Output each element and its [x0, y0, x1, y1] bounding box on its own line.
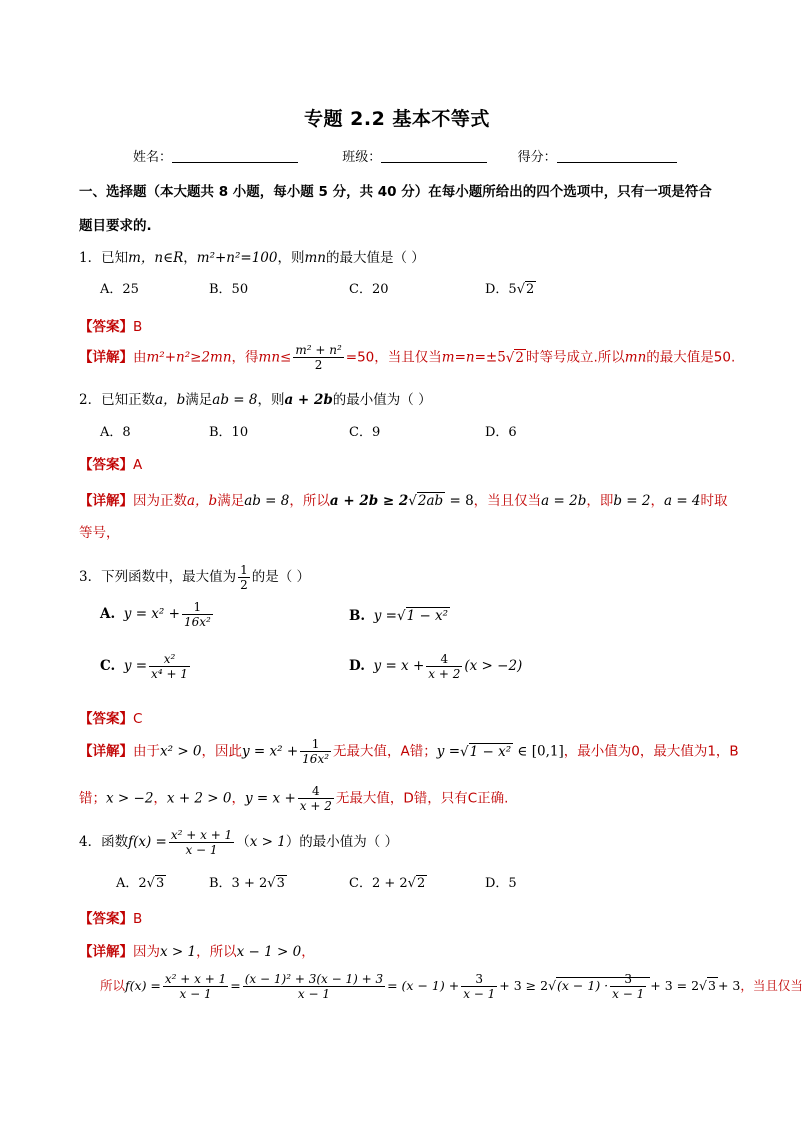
q1-stem: [79, 246, 425, 266]
q1-stem-text: 1．已知: [79, 250, 129, 266]
q1-d8: 时等号成立.所以: [526, 349, 625, 366]
q4-option-c-sqrt: √2: [407, 876, 426, 891]
q2-d2: a，b: [187, 493, 218, 509]
class-label: 班级：: [342, 150, 382, 165]
q3-option-a: [100, 600, 215, 629]
q1-d4: mn≤: [258, 349, 292, 366]
q4-l2-eq1: =: [230, 978, 241, 993]
q1-vars: m，n: [128, 250, 164, 266]
q4-d1: 因为: [133, 944, 160, 960]
q1-in: ∈: [163, 250, 174, 266]
q3-s1: 3．下列函数中，最大值为: [79, 569, 237, 585]
q1-d7-sqrt: √2: [505, 349, 524, 366]
q1-d6: m=n=±: [441, 349, 498, 366]
q1-d10: 的最大值是50.: [646, 349, 736, 366]
q4-s3: （: [236, 834, 250, 850]
q4-s5: ）的最小值为（ ）: [285, 834, 399, 850]
q1-d1: 由: [133, 349, 147, 366]
q3-d14-den: x + 2: [299, 799, 332, 813]
q4-l2-frac2: [243, 972, 385, 1001]
q4-option-a-text: A．2: [116, 876, 147, 891]
q2-d1: 因为正数: [133, 493, 187, 509]
q4-l2-frac3: [461, 972, 497, 1001]
q4-stem-den: x − 1: [185, 843, 218, 857]
q3-d4-den: 16x²: [302, 752, 330, 766]
q3-d10: x > −2: [106, 790, 154, 807]
q4-l2-sqrt: √(x − 1) · $\frac{3}{x - 1}$: [548, 972, 650, 1001]
q3-d4-num: 1: [300, 737, 331, 752]
q2-s3: 满足: [185, 392, 213, 408]
q3-d4-frac: [300, 737, 331, 766]
q3-d12: x + 2 > 0: [166, 790, 232, 807]
q3-option-b-sqrt: √1 − x²: [396, 608, 449, 624]
q3-option-b: [349, 608, 450, 624]
q2-d3: 满足: [217, 493, 245, 509]
page-title: 专题 2.2 基本不等式: [304, 108, 490, 130]
q3-option-c-den: x⁴ + 1: [151, 667, 188, 681]
q4-l2-n1: x² + x + 1: [164, 972, 227, 986]
q4-l2-d3: x − 1: [463, 987, 496, 1001]
q2-d13: a = 4: [663, 493, 701, 509]
q4-stem: [79, 828, 398, 857]
q4-option-b: [209, 872, 287, 891]
q4-l2-rad-n: 3: [610, 972, 646, 987]
q2-detail-tag: 【详解】: [79, 493, 133, 509]
q3-option-b-expr: y =: [373, 608, 397, 624]
q1-detail-tag: 【详解】: [79, 349, 133, 366]
q1-d5: =50，当且仅当: [345, 349, 442, 366]
q4-l2-rad-d: x − 1: [612, 987, 645, 1001]
q1-answer-tag: 【答案】: [79, 319, 133, 335]
q3-d2: x² > 0: [160, 743, 202, 760]
class-blank: [381, 149, 487, 163]
q1-eq: m²+n²=100: [196, 250, 278, 266]
q4-option-c-text: C．2 + 2: [349, 876, 408, 891]
q3-answer-value: C: [133, 711, 143, 727]
q4-l2-sqrt3: √3: [699, 978, 716, 993]
q2-s5: ，则: [257, 392, 285, 408]
q4-option-a: [116, 872, 166, 891]
q2-answer-tag: 【答案】: [79, 457, 133, 473]
q3-frac: [238, 563, 250, 592]
q4-l2-eq5: + 3: [717, 978, 741, 993]
q3-option-c-frac: [149, 652, 190, 681]
name-label: 姓名：: [133, 150, 173, 165]
q2-option-c: C．9: [349, 425, 381, 440]
q1-option-d-rad: 2: [526, 282, 535, 297]
q2-d5: ，所以: [289, 493, 330, 509]
q3-frac-den: 2: [240, 578, 248, 592]
q4-l2-eq4: + 3 = 2: [650, 978, 700, 993]
q3-d4: y = x² +: [242, 743, 299, 760]
q1-d3: ，得: [231, 349, 259, 366]
q1-comma: ，: [183, 250, 197, 266]
q3-detail-cont: [79, 784, 508, 813]
q2-option-d: D．6: [485, 425, 517, 440]
q4-option-b-rad: 3: [276, 876, 285, 891]
q2-s6: a + 2b: [284, 392, 333, 408]
q3-option-d-frac: [426, 652, 462, 681]
q4-l2-rad-a: (x − 1) ·: [557, 978, 609, 993]
q4-l2-n2: (x − 1)² + 3(x − 1) + 3: [244, 972, 384, 986]
q4-l2-rad-frac: [610, 972, 646, 1001]
q4-d5: ，: [301, 944, 315, 960]
q3-answer-tag: 【答案】: [79, 711, 133, 727]
q4-option-c-rad: 2: [416, 876, 426, 891]
q1-option-d: [485, 278, 536, 297]
q1-option-b: B．50: [209, 282, 249, 297]
q3-detail: [79, 737, 739, 766]
q4-l2-rad: [556, 972, 650, 1001]
q1-option-a: A．25: [100, 282, 139, 297]
section-heading: 一、选择题（本大题共 8 小题，每小题 5 分，共 40 分）在每小题所给出的四个选项中，只有一项是符合题目要求的.: [79, 184, 712, 234]
q3-option-a-num: 1: [182, 600, 213, 615]
q3-option-d-den: x + 2: [428, 667, 461, 681]
q4-option-d: D．5: [485, 876, 517, 891]
q3-option-b-rad: 1 − x²: [406, 608, 449, 624]
q3-option-d-cond: (x > −2): [464, 658, 523, 674]
q3-d14: y = x +: [245, 790, 296, 807]
q4-option-a-sqrt: √3: [146, 876, 165, 891]
q4-d2: x > 1: [160, 944, 197, 960]
q3-frac-num: 1: [240, 563, 248, 577]
q2-d6-sqrt: √2ab: [408, 493, 444, 509]
q3-option-b-label: B.: [349, 608, 366, 624]
q4-s2: f(x) =: [128, 834, 167, 850]
q1-then: ，则: [277, 250, 305, 266]
q1-mn: mn: [304, 250, 326, 266]
q4-detail-line2: [100, 972, 803, 1001]
q1-d2: m²+n²≥2mn: [146, 349, 232, 366]
q3-option-c-num: x²: [149, 652, 190, 667]
q3-d15: 无最大值，D错，只有C正确.: [335, 790, 509, 807]
q2-d11: b = 2: [613, 493, 651, 509]
q3-option-a-den: 16x²: [183, 615, 211, 629]
q3-d11: ，: [153, 790, 167, 807]
q1-option-d-sqrt: √2: [516, 282, 535, 297]
q4-l2-r3: 3: [708, 978, 716, 993]
q1-frac-den: 2: [314, 358, 323, 372]
q1-d9: mn: [624, 349, 647, 366]
q4-answer-value: B: [133, 911, 143, 927]
q2-d9: a = 2b: [541, 493, 587, 509]
q1-ask: 的最大值是（ ）: [325, 250, 425, 266]
q2-answer-value: A: [133, 457, 143, 473]
q3-option-a-expr: y = x² +: [123, 606, 180, 622]
q4-option-a-rad: 3: [155, 876, 165, 891]
q3-option-c-label: C.: [100, 658, 116, 674]
q2-s2: a，b: [155, 392, 186, 408]
q2-s1: 2．已知正数: [79, 392, 156, 408]
q3-option-c: [100, 652, 192, 681]
q3-d6-sqrt: √1 − x²: [460, 743, 512, 760]
q2-detail-cont: 等号，: [79, 525, 120, 541]
q2-d4: ab = 8: [244, 493, 290, 509]
q4-l2-d2: x − 1: [297, 987, 330, 1001]
q3-option-d-expr: y = x +: [373, 658, 425, 674]
q4-stem-frac: [169, 828, 234, 857]
q3-d9: 错；: [79, 790, 106, 807]
q3-option-c-expr: y =: [123, 658, 148, 674]
q4-l2-d1: x − 1: [179, 987, 212, 1001]
q1-d7: 5: [497, 349, 506, 366]
q3-d14-frac: [298, 784, 334, 813]
q2-option-b: B．10: [209, 425, 249, 440]
q1-frac-num: m² + n²: [295, 343, 342, 357]
q4-answer: [79, 907, 142, 927]
q2-d12: ，: [650, 493, 664, 509]
q1-option-c: C．20: [349, 282, 389, 297]
q2-s7: 的最小值为（ ）: [332, 392, 432, 408]
q4-option-b-sqrt: √3: [267, 876, 285, 891]
q4-l2-frac1: [163, 972, 228, 1001]
q1-answer-value: B: [133, 319, 143, 335]
q3-s2: 的是（ ）: [251, 569, 311, 585]
q4-l2-a: 所以: [100, 978, 126, 993]
q3-stem: [79, 563, 310, 592]
q3-d5: 无最大值，A错；: [333, 743, 437, 760]
q4-option-c: [349, 872, 427, 891]
q2-detail: [79, 489, 728, 509]
name-blank: [172, 149, 298, 163]
q1-option-d-text: D．5: [485, 282, 517, 297]
q1-d7-rad: 2: [515, 349, 524, 366]
q2-option-a: A．8: [100, 425, 131, 440]
q4-d3: ，所以: [196, 944, 237, 960]
q2-d10: ，即: [586, 493, 614, 509]
q1-detail: [79, 343, 735, 372]
q3-answer: [79, 707, 142, 727]
q2-d7: = 8: [445, 493, 474, 509]
q3-option-d-num: 4: [426, 652, 462, 667]
q3-d13: ，: [231, 790, 246, 807]
q4-detail: [79, 940, 315, 960]
q2-answer: [79, 453, 142, 473]
q1-R: R: [173, 250, 184, 266]
student-info-row: [133, 146, 677, 165]
q1-frac: [293, 343, 343, 372]
q2-d8: ，当且仅当: [473, 493, 542, 509]
q3-option-a-label: A.: [100, 606, 116, 622]
q3-d3: ，因此: [201, 743, 243, 760]
q3-d14-num: 4: [298, 784, 334, 799]
q4-l2-eq3: + 3 ≥ 2: [499, 978, 549, 993]
q4-d4: x − 1 > 0: [236, 944, 302, 960]
q3-d8: ，最小值为0，最大值为1，B: [563, 743, 739, 760]
q3-d6-rad: 1 − x²: [469, 743, 512, 760]
q3-option-d: [349, 652, 522, 681]
q2-s4: ab = 8: [212, 392, 258, 408]
q4-l2-n3: 3: [461, 972, 497, 987]
q3-option-d-label: D.: [349, 658, 365, 674]
q4-l2-tail: ，当且仅当: [740, 978, 803, 993]
q2-d14: 时取: [700, 493, 728, 509]
q4-l2-eq2: = (x − 1) +: [387, 978, 460, 993]
q4-l2-f: f(x) =: [125, 978, 161, 993]
q4-answer-tag: 【答案】: [79, 911, 133, 927]
q2-d6-rad: 2ab: [417, 493, 444, 509]
q3-option-a-frac: [182, 600, 213, 629]
score-blank: [557, 149, 677, 163]
q1-answer: [79, 315, 142, 335]
q4-option-b-text: B．3 + 2: [209, 876, 268, 891]
q3-d7: ∈ [0,1]: [513, 743, 564, 760]
q2-stem: [79, 388, 432, 408]
q3-detail-tag: 【详解】: [79, 743, 133, 760]
score-label: 得分：: [517, 150, 557, 165]
q3-d1: 由于: [133, 743, 160, 760]
q4-s1: 4．函数: [79, 834, 129, 850]
q2-d6: a + 2b ≥ 2: [329, 493, 409, 509]
q3-d6: y =: [436, 743, 461, 760]
q4-s4: x > 1: [249, 834, 286, 850]
q4-stem-num: x² + x + 1: [170, 828, 233, 842]
q4-detail-tag: 【详解】: [79, 944, 133, 960]
